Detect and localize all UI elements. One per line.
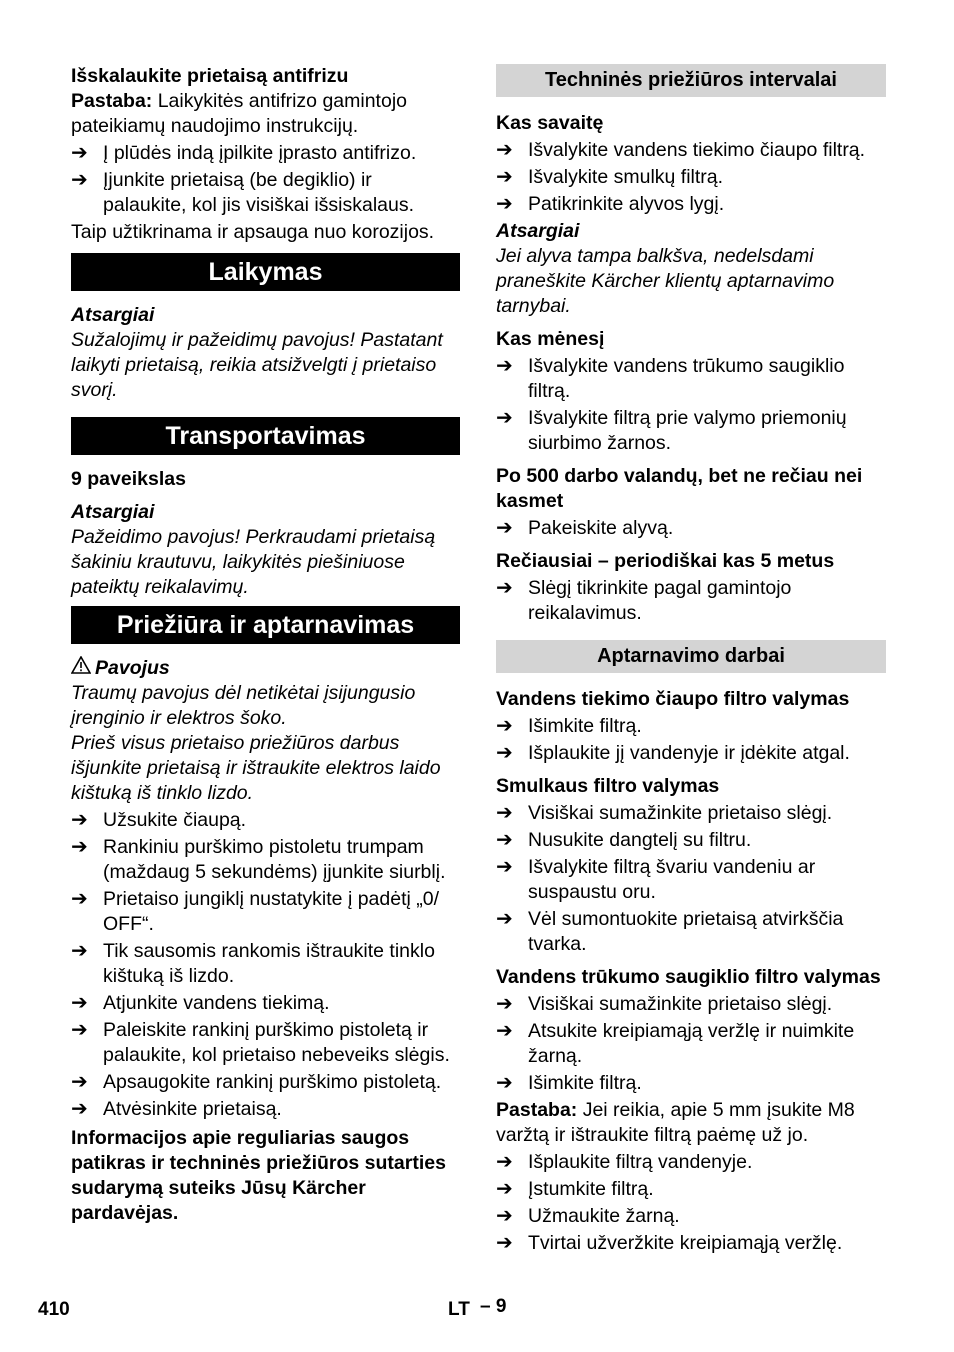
- care-danger-text: Traumų pavojus dėl netikėtai įsijungusio įrenginio ir elektros šoko. Prieš visus prietaiso priežiūros darbus išjunkite prietaisą ir ištraukite elektros laido kištuką iš tinklo lizdo.: [71, 682, 441, 804]
- arrow-right-icon: ➔: [71, 1098, 88, 1120]
- list-item-text: Atjunkite vandens tiekimą.: [103, 992, 330, 1014]
- list-item-text: Užmaukite žarną.: [528, 1205, 680, 1227]
- arrow-right-icon: ➔: [71, 836, 88, 858]
- list-item: [496, 907, 886, 957]
- list-item-text: Tvirtai užveržkite kreipiamąją veržlę.: [528, 1232, 843, 1254]
- list-item-text: Išvalykite filtrą švariu vandeniu ar suspaustu oru.: [528, 856, 816, 903]
- care-danger-label: Pavojus: [95, 657, 170, 679]
- shortage-filter-title: Vandens trūkumo saugiklio filtro valymas: [496, 966, 881, 988]
- weekly-warning-text: Jei alyva tampa balkšva, nedelsdami praneškite Kärcher klientų aptarnavimo tarnybai.: [496, 245, 835, 317]
- antifreeze-title: Išskalaukite prietaisą antifrizu: [71, 65, 349, 87]
- list-item-text: Vėl sumontuokite prietaisą atvirkščia tvarka.: [528, 908, 844, 955]
- list-item: [496, 192, 886, 217]
- arrow-right-icon: ➔: [496, 166, 513, 188]
- list-item: [496, 576, 886, 626]
- list-item-text: Išvalykite filtrą prie valymo priemonių siurbimo žarnos.: [528, 407, 847, 454]
- list-item: [71, 141, 460, 166]
- arrow-right-icon: ➔: [496, 1020, 513, 1042]
- list-item: [496, 992, 886, 1017]
- list-item-text: Užsukite čiaupą.: [103, 809, 247, 831]
- antifreeze-steps: [71, 141, 460, 218]
- antifreeze-after: Taip užtikrinama ir apsauga nuo korozijos.: [71, 221, 435, 243]
- fine-filter-title: Smulkaus filtro valymas: [496, 775, 720, 797]
- list-item: [71, 168, 460, 218]
- list-item: [496, 1204, 886, 1229]
- list-item-text: Pakeiskite alyvą.: [528, 517, 674, 539]
- monthly-steps: [496, 354, 886, 456]
- periodic-steps: [496, 576, 886, 626]
- arrow-right-icon: ➔: [496, 139, 513, 161]
- storage-warning-label: Atsargiai: [71, 304, 155, 326]
- arrow-right-icon: ➔: [496, 829, 513, 851]
- list-item: [496, 165, 886, 190]
- care-steps: [71, 808, 460, 1122]
- arrow-right-icon: ➔: [496, 802, 513, 824]
- arrow-right-icon: ➔: [71, 940, 88, 962]
- transport-heading: Transportavimas: [71, 417, 460, 455]
- storage-warning-text: Sužalojimų ir pažeidimų pavojus! Pastatant laikyti prietaisą, reikia atsižvelgti į prietaiso svorį.: [71, 329, 443, 401]
- periodic-title: Rečiausiai – periodiškai kas 5 metus: [496, 550, 835, 572]
- note-text: Jei reikia, apie 5 mm įsukite M8 varžtą ir ištraukite filtrą paėmę už jo.: [496, 1099, 855, 1146]
- list-item: [71, 991, 460, 1016]
- list-item-text: Išvalykite smulkų filtrą.: [528, 166, 724, 188]
- list-item-text: Atsukite kreipiamąją veržlę ir nuimkite žarną.: [528, 1020, 855, 1067]
- footer-lang: LT: [448, 1299, 470, 1320]
- footer-section-page: – 9: [480, 1296, 507, 1317]
- arrow-right-icon: ➔: [496, 517, 513, 539]
- arrow-right-icon: ➔: [71, 169, 88, 191]
- page-number: 410: [38, 1299, 70, 1320]
- hours500-title: Po 500 darbo valandų, bet ne rečiau nei kasmet: [496, 465, 863, 512]
- list-item-text: Išplaukite jį vandenyje ir įdėkite atgal.: [528, 742, 850, 764]
- list-item: [496, 1071, 886, 1096]
- list-item-text: Prietaiso jungiklį nustatykite į padėtį „0/ OFF“.: [103, 888, 440, 935]
- arrow-right-icon: ➔: [496, 1178, 513, 1200]
- list-item: [496, 1019, 886, 1069]
- fine-filter-steps: [496, 801, 886, 957]
- antifreeze-note: [71, 89, 460, 139]
- tap-filter-title: Vandens tiekimo čiaupo filtro valymas: [496, 688, 850, 710]
- arrow-right-icon: ➔: [496, 407, 513, 429]
- list-item-text: Į plūdės indą įpilkite įprasto antifrizo.: [103, 142, 417, 164]
- arrow-right-icon: ➔: [71, 888, 88, 910]
- list-item-text: Patikrinkite alyvos lygį.: [528, 193, 725, 215]
- list-item-text: Tik sausomis rankomis ištraukite tinklo kištuką iš lizdo.: [103, 940, 435, 987]
- arrow-right-icon: ➔: [496, 1072, 513, 1094]
- weekly-title: Kas savaitę: [496, 112, 604, 134]
- transport-warning-text: Pažeidimo pavojus! Perkraudami prietaisą šakiniu krautuvu, laikykitės piešiniuose pateiktų reikalavimų.: [71, 526, 436, 598]
- list-item: [71, 887, 460, 937]
- list-item-text: Slėgį tikrinkite pagal gamintojo reikalavimus.: [528, 577, 792, 624]
- list-item-text: Atvėsinkite prietaisą.: [103, 1098, 282, 1120]
- list-item: [496, 1177, 886, 1202]
- list-item-text: Įjunkite prietaisą (be degiklio) ir palaukite, kol jis visiškai išsiskalaus.: [103, 169, 415, 216]
- arrow-right-icon: ➔: [496, 355, 513, 377]
- arrow-right-icon: ➔: [496, 1232, 513, 1254]
- arrow-right-icon: ➔: [496, 742, 513, 764]
- list-item: [71, 1070, 460, 1095]
- arrow-right-icon: ➔: [496, 715, 513, 737]
- list-item-text: Išimkite filtrą.: [528, 715, 642, 737]
- list-item-text: Paleiskite rankinį purškimo pistoletą ir palaukite, kol prietaiso nebeveiks slėgis.: [103, 1019, 450, 1066]
- list-item: [496, 741, 886, 766]
- left-column: [71, 64, 460, 1226]
- list-item-text: Išvalykite vandens trūkumo saugiklio filtrą.: [528, 355, 845, 402]
- list-item: [496, 714, 886, 739]
- monthly-title: Kas mėnesį: [496, 328, 605, 350]
- list-item: [71, 808, 460, 833]
- arrow-right-icon: ➔: [496, 577, 513, 599]
- list-item: [496, 1231, 886, 1256]
- list-item: [496, 138, 886, 163]
- transport-figure-ref: 9 paveikslas: [71, 468, 186, 490]
- list-item: [496, 855, 886, 905]
- shortage-steps-b: [496, 1150, 886, 1256]
- list-item-text: Išplaukite filtrą vandenyje.: [528, 1151, 753, 1173]
- service-heading: Aptarnavimo darbai: [496, 640, 886, 673]
- arrow-right-icon: ➔: [71, 992, 88, 1014]
- note-text: Laikykitės antifrizo gamintojo pateikiamų naudojimo instrukcijų.: [71, 90, 407, 137]
- list-item: [71, 1097, 460, 1122]
- arrow-right-icon: ➔: [71, 1019, 88, 1041]
- arrow-right-icon: ➔: [496, 908, 513, 930]
- hours500-steps: [496, 516, 886, 541]
- list-item: [496, 828, 886, 853]
- list-item-text: Išvalykite vandens tiekimo čiaupo filtrą.: [528, 139, 866, 161]
- list-item-text: Nusukite dangtelį su filtru.: [528, 829, 752, 851]
- right-column: [496, 64, 886, 1258]
- list-item: [496, 801, 886, 826]
- care-danger-line: [71, 656, 460, 681]
- arrow-right-icon: ➔: [496, 1205, 513, 1227]
- arrow-right-icon: ➔: [496, 993, 513, 1015]
- arrow-right-icon: ➔: [496, 856, 513, 878]
- arrow-right-icon: ➔: [71, 142, 88, 164]
- list-item-text: Išimkite filtrą.: [528, 1072, 642, 1094]
- shortage-note: [496, 1098, 886, 1148]
- note-label: Pastaba:: [496, 1099, 578, 1121]
- list-item: [71, 939, 460, 989]
- weekly-warning-label: Atsargiai: [496, 220, 580, 242]
- list-item: [496, 1150, 886, 1175]
- note-label: Pastaba:: [71, 90, 153, 112]
- list-item-text: Rankiniu purškimo pistoletu trumpam (maždaug 5 sekundėms) įjunkite siurblį.: [103, 836, 446, 883]
- arrow-right-icon: ➔: [496, 1151, 513, 1173]
- list-item: [496, 406, 886, 456]
- warning-triangle-icon: [71, 656, 95, 681]
- list-item: [496, 516, 886, 541]
- list-item-text: Apsaugokite rankinį purškimo pistoletą.: [103, 1071, 442, 1093]
- transport-warning-label: Atsargiai: [71, 501, 155, 523]
- care-heading: Priežiūra ir aptarnavimas: [71, 606, 460, 644]
- list-item-text: Įstumkite filtrą.: [528, 1178, 654, 1200]
- storage-heading: Laikymas: [71, 253, 460, 291]
- care-info: Informacijos apie reguliarias saugos patikras ir techninės priežiūros sutarties sudarymą suteiks Jūsų Kärcher pardavėjas.: [71, 1127, 446, 1224]
- list-item: [71, 835, 460, 885]
- intervals-heading: Techninės priežiūros intervalai: [496, 64, 886, 97]
- list-item: [71, 1018, 460, 1068]
- list-item-text: Visiškai sumažinkite prietaiso slėgį.: [528, 993, 833, 1015]
- list-item-text: Visiškai sumažinkite prietaiso slėgį.: [528, 802, 833, 824]
- list-item: [496, 354, 886, 404]
- shortage-steps-a: [496, 992, 886, 1096]
- arrow-right-icon: ➔: [71, 809, 88, 831]
- arrow-right-icon: ➔: [496, 193, 513, 215]
- tap-filter-steps: [496, 714, 886, 766]
- arrow-right-icon: ➔: [71, 1071, 88, 1093]
- weekly-steps: [496, 138, 886, 217]
